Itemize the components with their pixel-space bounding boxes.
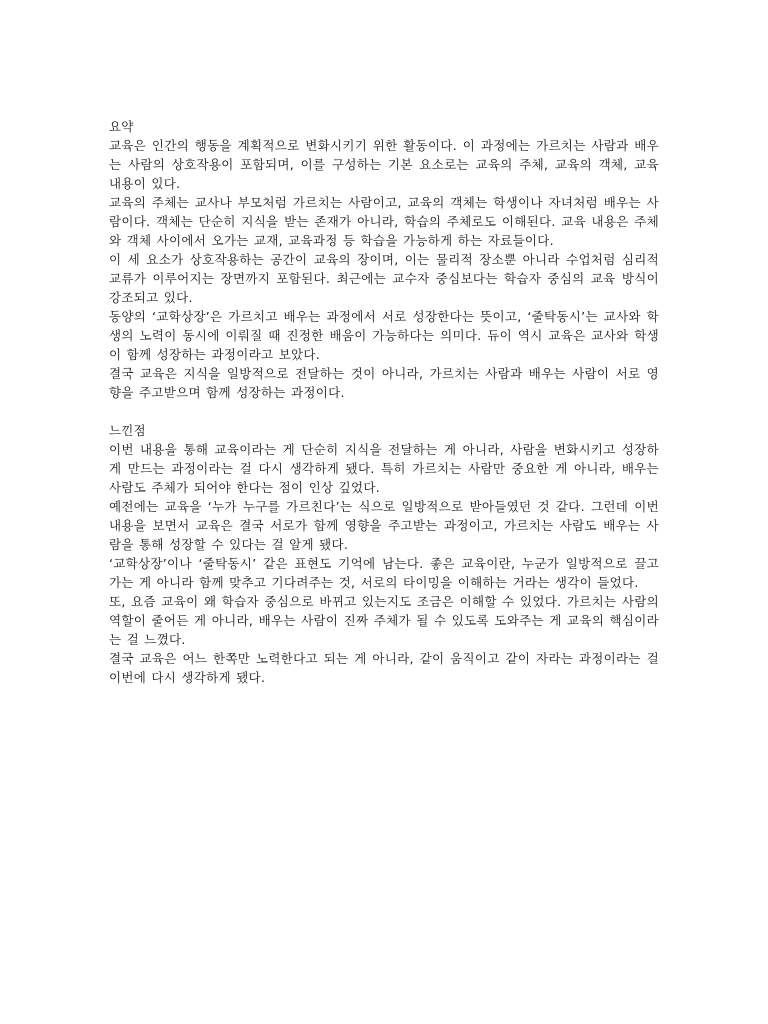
section-spacer xyxy=(109,402,659,421)
summary-heading: 요약 xyxy=(109,119,134,134)
reflection-paragraph: ‘교학상장’이나 ‘줄탁동시’ 같은 표현도 기억에 남는다. 좋은 교육이란, 누군가 일방적으로 끌고 가는 게 아니라 함께 맞추고 기다려주는 것, 서로의 타이밍을 이해하는 거라는 생각이 들었다. xyxy=(109,556,659,590)
summary-paragraph: 교육은 인간의 행동을 계획적으로 변화시키기 위한 활동이다. 이 과정에는 가르치는 사람과 배우는 사람의 상호작용이 포함되며, 이를 구성하는 기본 요소로는 교육의 주체, 교육의 객체, 교육 내용이 있다. xyxy=(109,138,659,191)
reflection-paragraph: 또, 요즘 교육이 왜 학습자 중심으로 바뀌고 있는지도 조금은 이해할 수 있었다. 가르치는 사람의 역할이 줄어든 게 아니라, 배우는 사람이 진짜 주체가 될 수 있도록 도와주는 게 교육의 핵심이라는 걸 느꼈다. xyxy=(109,594,659,647)
document-page xyxy=(109,117,659,687)
summary-paragraph: 이 세 요소가 상호작용하는 공간이 교육의 장이며, 이는 물리적 장소뿐 아니라 수업처럼 심리적 교류가 이루어지는 장면까지 포함된다. 최근에는 교수자 중심보다는 학습자 중심의 교육 방식이 강조되고 있다. xyxy=(109,252,659,305)
reflection-heading: 느낀점 xyxy=(109,423,146,438)
summary-paragraph: 동양의 ‘교학상장’은 가르치고 배우는 과정에서 서로 성장한다는 뜻이고, ‘줄탁동시’는 교사와 학생의 노력이 동시에 이뤄질 때 진정한 배움이 가능하다는 의미다. 듀이 역시 교육은 교사와 학생이 함께 성장하는 과정이라고 보았다. xyxy=(109,309,659,362)
reflection-paragraph: 예전에는 교육을 ‘누가 누구를 가르친다’는 식으로 일방적으로 받아들였던 것 같다. 그런데 이번 내용을 보면서 교육은 결국 서로가 함께 영향을 주고받는 과정이고, 가르치는 사람도 배우는 사람을 통해 성장할 수 있다는 걸 알게 됐다. xyxy=(109,499,659,552)
summary-paragraph: 결국 교육은 지식을 일방적으로 전달하는 것이 아니라, 가르치는 사람과 배우는 사람이 서로 영향을 주고받으며 함께 성장하는 과정이다. xyxy=(109,366,659,400)
reflection-section xyxy=(109,421,659,687)
summary-section xyxy=(109,117,659,402)
summary-paragraph: 교육의 주체는 교사나 부모처럼 가르치는 사람이고, 교육의 객체는 학생이나 자녀처럼 배우는 사람이다. 객체는 단순히 지식을 받는 존재가 아니라, 학습의 주체로도 이해된다. 교육 내용은 주체와 객체 사이에서 오가는 교재, 교육과정 등 학습을 가능하게 하는 자료들이다. xyxy=(109,195,659,248)
reflection-paragraph: 결국 교육은 어느 한쪽만 노력한다고 되는 게 아니라, 같이 움직이고 같이 자라는 과정이라는 걸 이번에 다시 생각하게 됐다. xyxy=(109,651,659,685)
reflection-paragraph: 이번 내용을 통해 교육이라는 게 단순히 지식을 전달하는 게 아니라, 사람을 변화시키고 성장하게 만드는 과정이라는 걸 다시 생각하게 됐다. 특히 가르치는 사람만 중요한 게 아니라, 배우는 사람도 주체가 되어야 한다는 점이 인상 깊었다. xyxy=(109,442,659,495)
